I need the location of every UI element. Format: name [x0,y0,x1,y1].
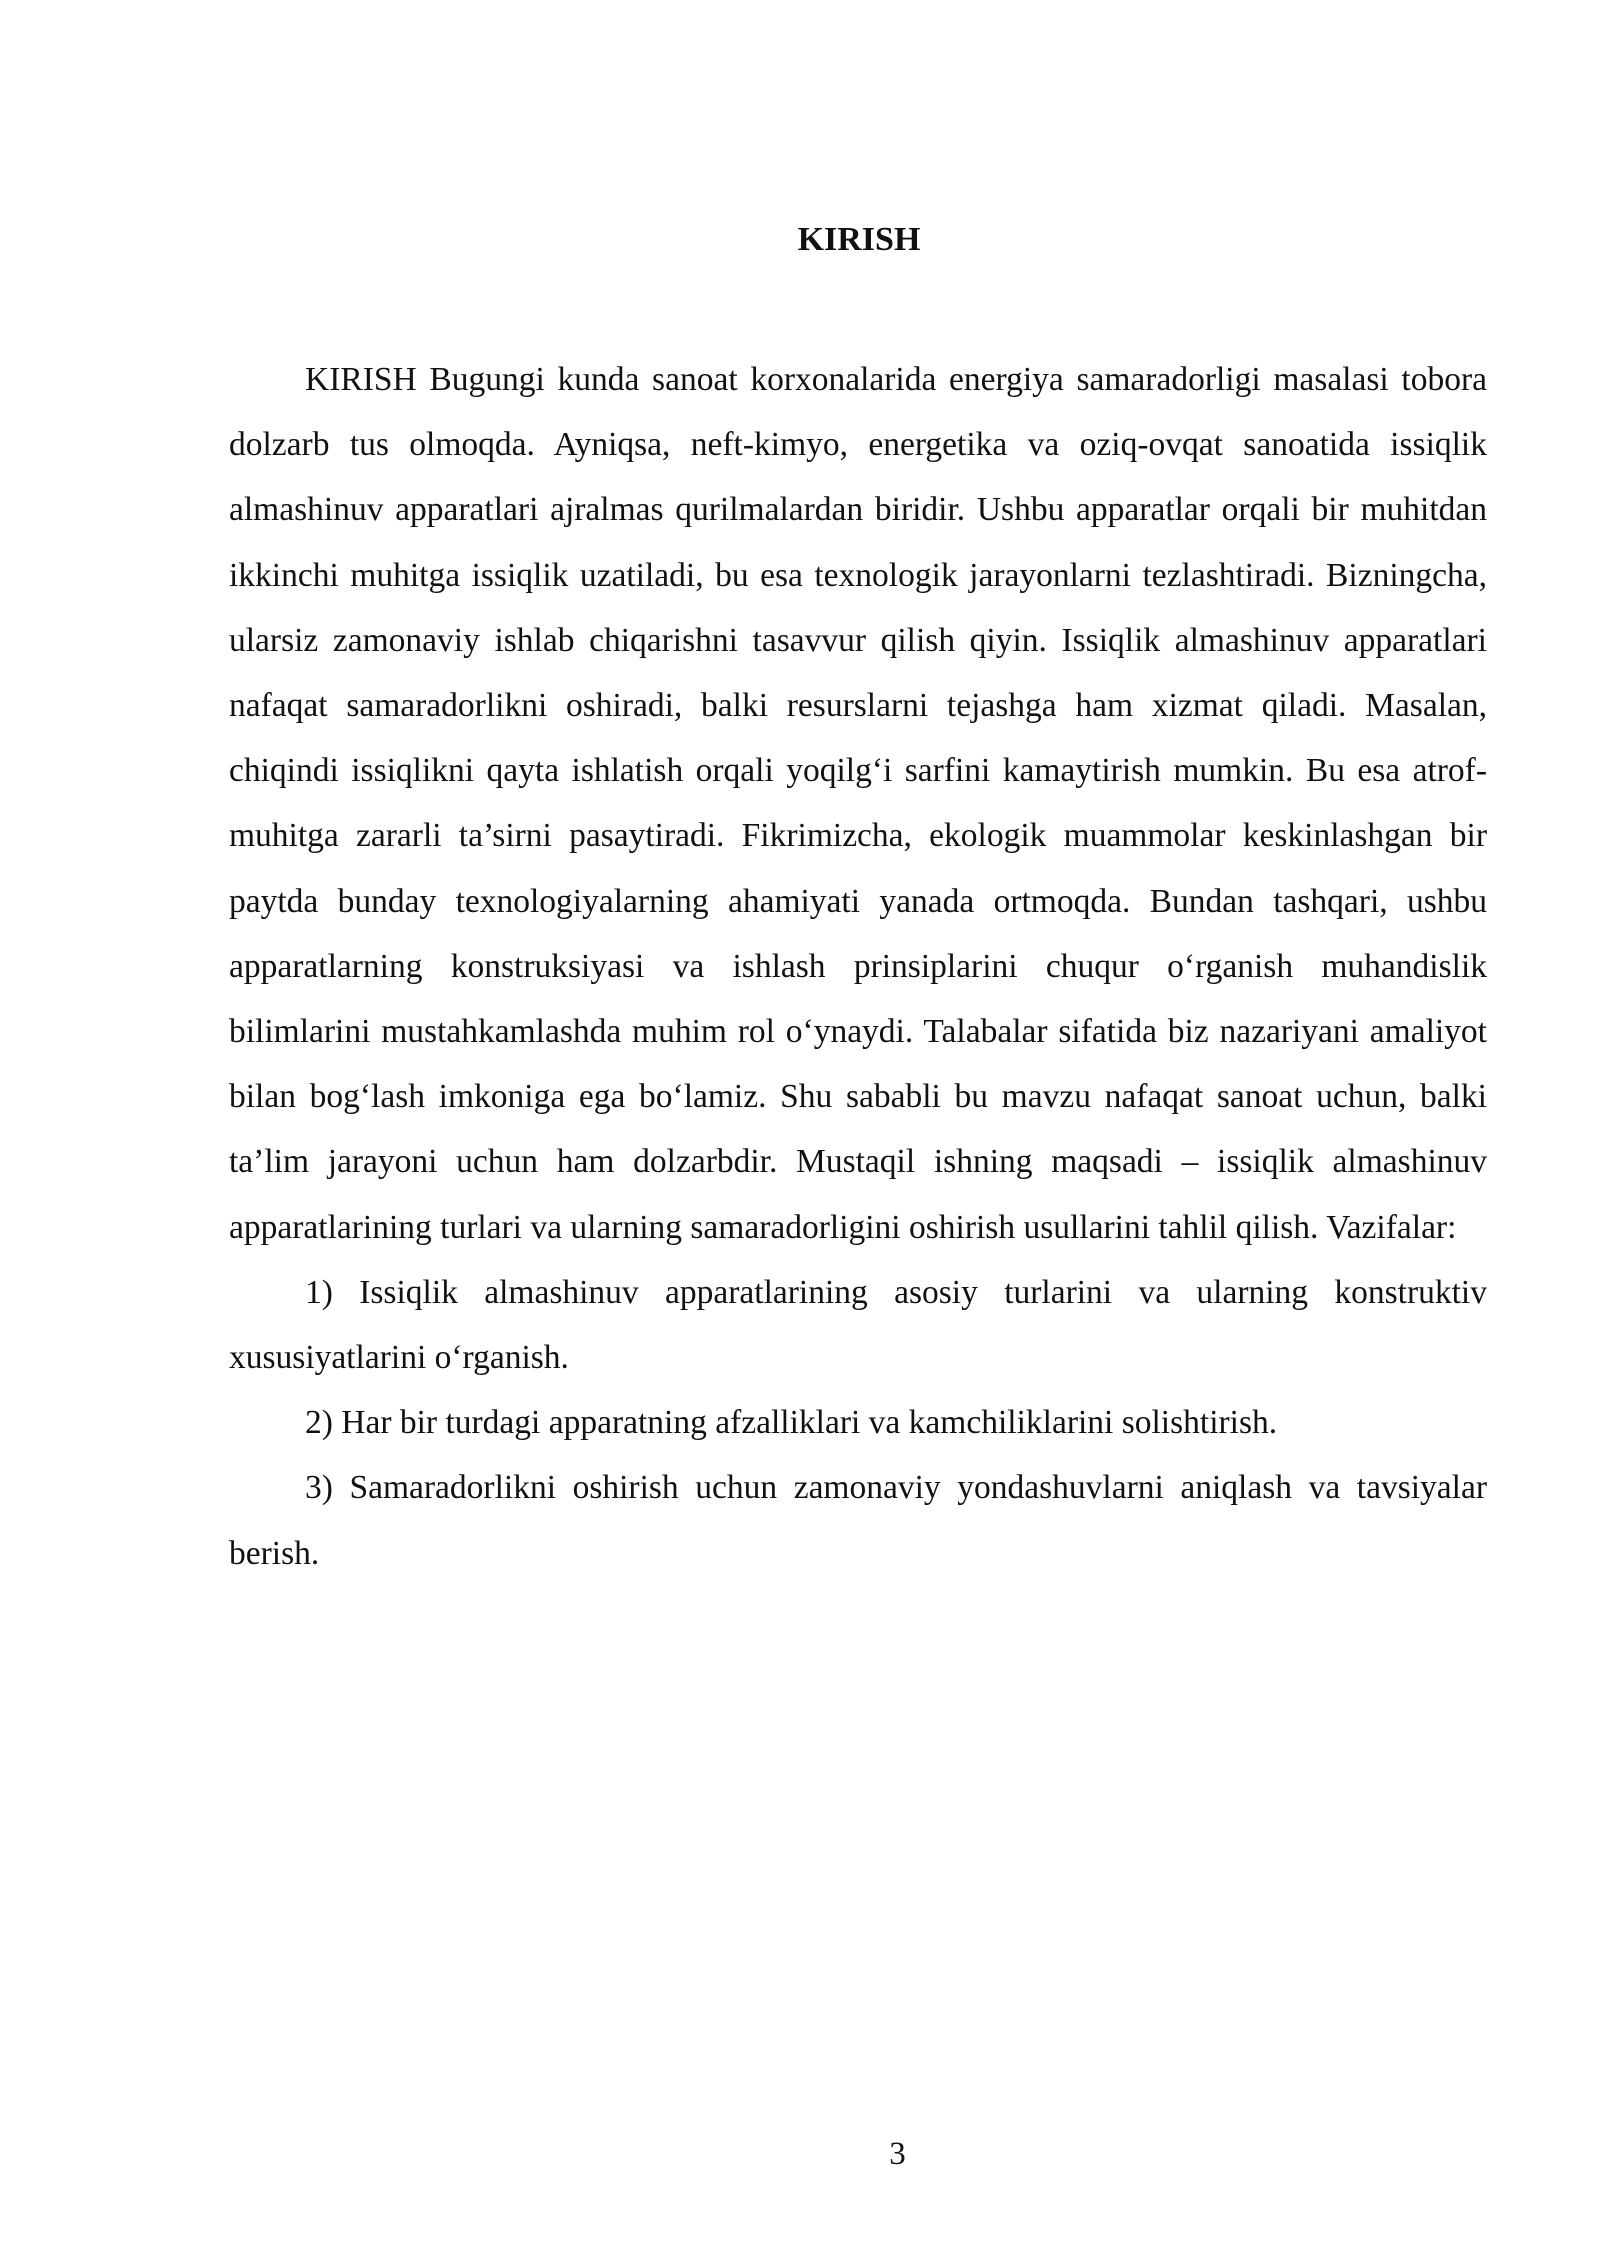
intro-paragraph: KIRISH Bugungi kunda sanoat korxonalarida energiya samaradorligi masalasi tobora dolzarb tus olmoqda. Ayniqsa, neft-kimyo, energetika va oziq-ovqat sanoatida issiqlik almashinuv apparatlari ajralmas qurilmalardan biridir. Ushbu apparatlar orqali bir muhitdan ikkinchi muhitga issiqlik uzatiladi, bu esa texnologik jarayonlarni tezlashtiradi. Bizningcha, ularsiz zamonaviy ishlab chiqarishni tasavvur qilish qiyin. Issiqlik almashinuv apparatlari nafaqat samaradorlikni oshiradi, balki resurslarni tejashga ham xizmat qiladi. Masalan, chiqindi issiqlikni qayta ishlatish orqali yoqilg‘i sarfini kamaytirish mumkin. Bu esa atrof-muhitga zararli ta’sirni pasaytiradi. Fikrimizcha, ekologik muammolar keskinlashgan bir paytda bunday texnologiyalarning ahamiyati yanada ortmoqda. Bundan tashqari, ushbu apparatlarning konstruksiyasi va ishlash prinsiplarini chuqur o‘rganish muhandislik bilimlarini mustahkamlashda muhim rol o‘ynaydi. Talabalar sifatida biz nazariyani amaliyot bilan bog‘lash imkoniga ega bo‘lamiz. Shu sababli bu mavzu nafaqat sanoat uchun, balki ta’lim jarayoni uchun ham dolzarbdir. Mustaqil ishning maqsadi – issiqlik almashinuv apparatlarining turlari va ularning samaradorligini oshirish usullarini tahlil qilish. Vazifalar: [229,361,1487,1246]
body-text [229,347,1487,1586]
page-title: KIRISH [797,221,921,258]
task-item-1: 1) Issiqlik almashinuv apparatlarining asosiy turlarini va ularning konstruktiv xususiyatlarini o‘rganish. [229,1273,1487,1377]
page-number: 3 [889,2136,906,2172]
task-item-2: 2) Har bir turdagi apparatning afzalliklari va kamchiliklarini solishtirish. [305,1404,1278,1442]
task-item-3: 3) Samaradorlikni oshirish uchun zamonaviy yondashuvlarni aniqlash va tavsiyalar berish. [229,1469,1487,1572]
